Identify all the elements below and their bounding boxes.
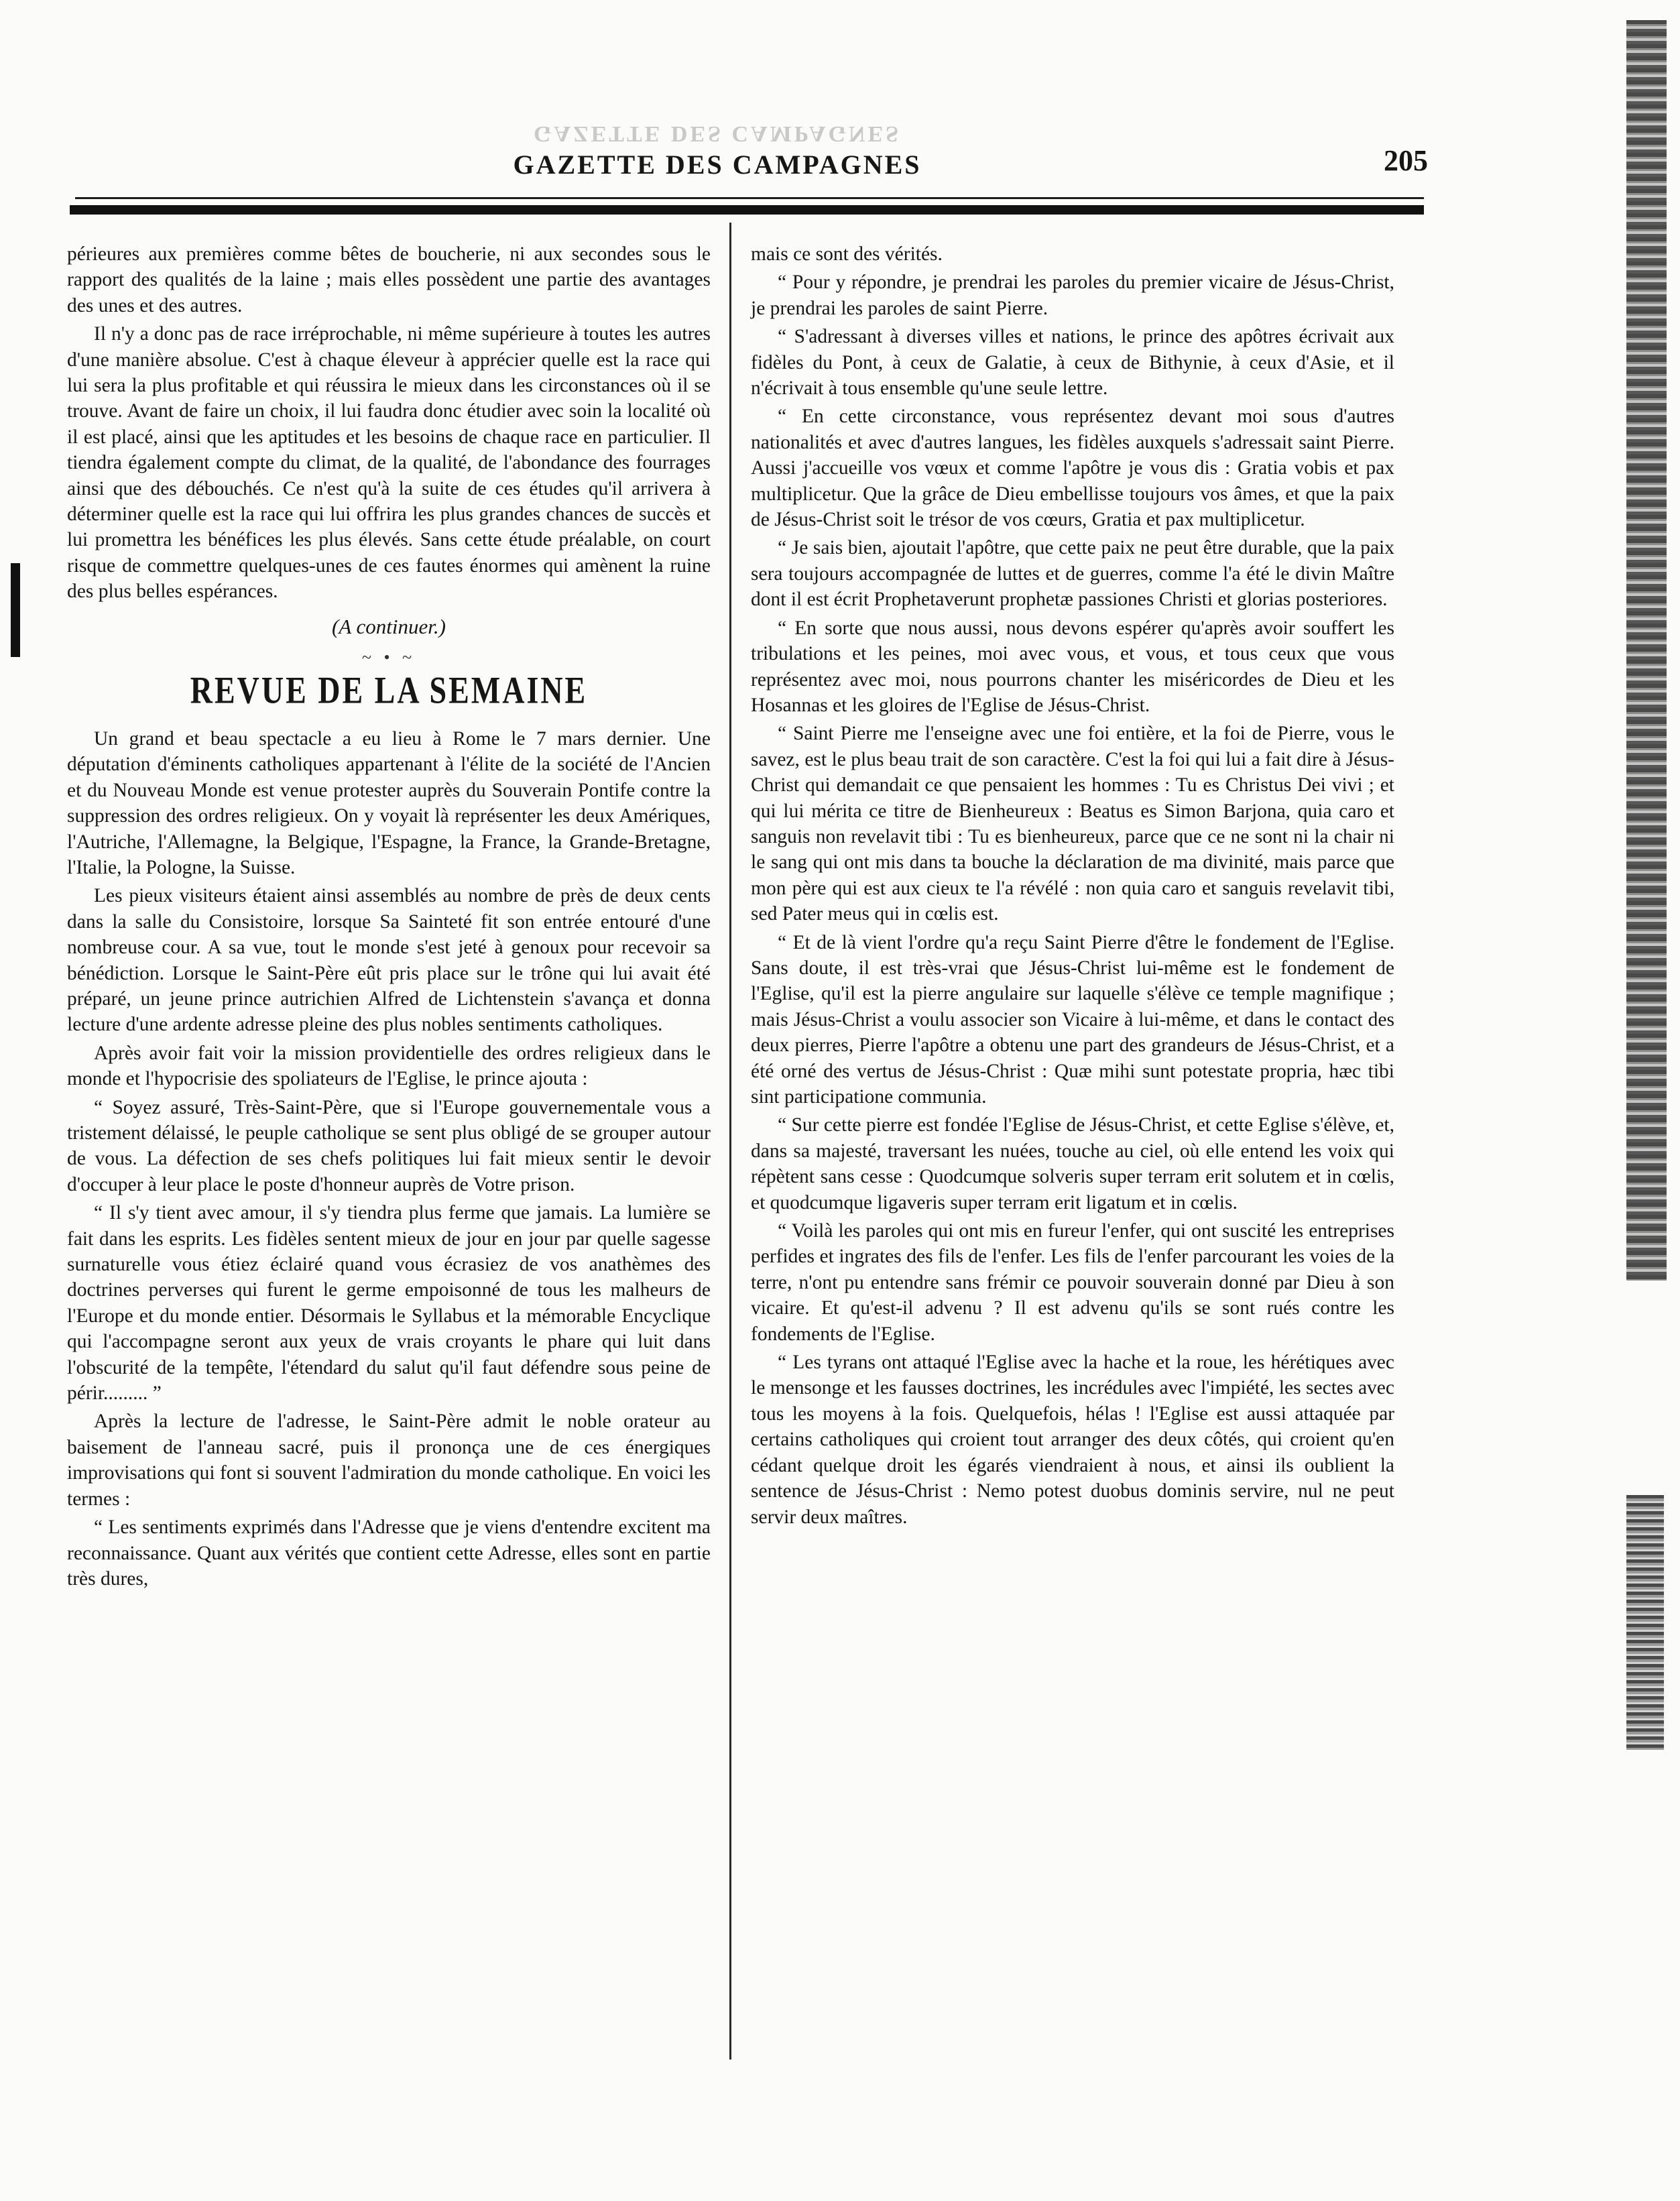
page-number: 205 [1384,144,1428,177]
paragraph: Un grand et beau spectacle a eu lieu à Rome le 7 mars dernier. Une députation d'éminents catholiques appartenant à l'élite de la société de l'Ancien et du Nouveau Monde est venue protester auprès du Souverain Pontife contre la suppression des ordres religieux. On y voyait là représenter les deux Amériques, l'Autriche, l'Allemagne, la Belgique, l'Espagne, la France, la Grande-Bretagne, l'Italie, la Pologne, la Suisse. [67,727,711,878]
paragraph: “ Je sais bien, ajoutait l'apôtre, que cette paix ne peut être durable, que la paix sera toujours accompagnée de luttes et de guerres, comme l'a été le divin Maître dont il est écrit Prophetaverunt prophetæ passiones Christi et glorias posteriores. [751,537,1394,611]
paragraph: mais ce sont des vérités. [751,243,943,265]
section-title: REVUE DE LA SEMAINE [190,668,588,711]
header-rule-thin [75,197,1424,199]
scan-edge-artifact-lower [1626,1495,1664,1750]
separator-ornament: ~ • ~ [361,648,416,668]
right-column [751,241,1394,1533]
paragraph: “ Il s'y tient avec amour, il s'y tiendra plus ferme que jamais. La lumière se fait dans les esprits. Les fidèles sentent mieux de jour en jour par quelle sagesse surnaturelle vous étiez éclairé quand vous écrasiez de vos anathèmes des doctrines perverses qui furent le germe empoisonné de tous les malheurs de l'Europe et du monde entier. Désormais le Syllabus et la mémorable Encyclique qui l'accompagne seront aux yeux de vrais croyants le phare qui luit dans l'obscurité de la tempête, l'étendard du salut qu'il faut défendre sous peine de périr......... ” [67,1202,711,1405]
paragraph: “ Soyez assuré, Très-Saint-Père, que si l'Europe gouvernementale vous a tristement délaissé, le peuple catholique se sent plus obligé de se grouper autour de vous. La défection de ses chefs politiques lui fait mieux sentir le devoir d'occuper à leur place le poste d'honneur auprès de Votre prison. [67,1096,711,1195]
paragraph: “ Et de là vient l'ordre qu'a reçu Saint Pierre d'être le fondement de l'Eglise. Sans doute, il est très-vrai que Jésus-Christ lui-même est le fondement de l'Eglise, qu'il est la pierre angulaire sur laquelle s'élève ce temple magnifique ; mais Jésus-Christ a voulu associer son Vicaire à lui-même, et dans le contact des deux pierres, Pierre l'apôtre a obtenu une part des grandeurs de Jésus-Christ, et a été orné des vertus de Jésus-Christ : Quæ mihi sunt potestate propria, hæc tibi sint participatione communia. [751,931,1394,1108]
paragraph: “ Les tyrans ont attaqué l'Eglise avec la hache et la roue, les hérétiques avec le mensonge et les fausses doctrines, les incrédules avec l'impiété, les sectes avec tous les moyens à la fois. Quelquefois, hélas ! l'Eglise est aussi attaquée par certains catholiques qui croient tout arranger des deux côtés, qui croient qu'en cédant quelque droit les égarés viendraient à nous, et ainsi ils oublient la sentence de Jésus-Christ : Nemo potest duobus dominis servire, nul ne peut servir deux maîtres. [751,1352,1394,1528]
paragraph: “ Pour y répondre, je prendrai les paroles du premier vicaire de Jésus-Christ, je prendrai les paroles de saint Pierre. [751,272,1394,319]
scan-margin-mark [11,563,20,657]
paragraph: Les pieux visiteurs étaient ainsi assemblés au nombre de près de deux cents dans la salle du Consistoire, lorsque Sa Sainteté fit son entrée entouré d'une nombreuse cour. A sa vue, tout le monde s'est jeté à genoux pour recevoir sa bénédiction. Lorsque le Saint-Père eût pris place sur le trône qui lui avait été préparé, un jeune prince autrichien Alfred de Lichtenstein s'avança et donna lecture d'une ardente adresse pleine des plus nobles sentiments catholiques. [67,885,711,1036]
paragraph: “ Voilà les paroles qui ont mis en fureur l'enfer, qui ont suscité les entreprises perfides et ingrates des fils de l'enfer. Les fils de l'enfer parcourant les voies de la terre, n'ont pu entendre sans frémir ce pouvoir souverain donné par Dieu à son vicaire. Et qu'est-il advenu ? Il est advenu qu'ils se sont rués contre les fondements de l'Eglise. [751,1220,1394,1345]
masthead-title: GAZETTE DES CAMPAGNES [513,150,922,180]
paragraph: “ Sur cette pierre est fondée l'Eglise de Jésus-Christ, et cette Eglise s'élève, et, dans sa majesté, traversant les nuées, touche au ciel, où elle entend les voix qui répètent sans cesse : Quodcumque solveris super terram erit solutem et in cœlis, et quodcumque ligaveris super terram erit ligatum et in cœlis. [751,1114,1394,1213]
paragraph: Il n'y a donc pas de race irréprochable, ni même supérieure à toutes les autres d'une manière absolue. C'est à chaque éleveur à apprécier quelle est la race qui lui sera la plus profitable et qui réussira le mieux dans les circonstances où il se trouve. Avant de faire un choix, il lui faudra donc étudier avec soin la localité où il est placé, ainsi que les aptitudes et les besoins de chaque race en particulier. Il tiendra également compte du climat, de la qualité, de l'abondance des fourrages ainsi que des débouchés. Ce n'est qu'à la suite de ces études qu'il arrivera à déterminer quelle est la race qui lui offrira les plus grandes chances de succès et lui promettra les bénéfices les plus élevés. Sans cette étude préalable, on court risque de commettre quelques-unes de ces fautes énormes qui amènent la ruine des plus belles espérances. [67,323,711,603]
paragraph: “ Les sentiments exprimés dans l'Adresse que je viens d'entendre excitent ma reconnaissance. Quant aux vérités que contient cette Adresse, elles sont en partie très dures, [67,1516,711,1590]
left-column [67,241,711,1594]
to-be-continued: (A continuer.) [332,614,446,638]
masthead-bleed-through: GAZETTE DES CAMPAGNES [533,121,902,146]
paragraph: périeures aux premières comme bêtes de boucherie, ni aux secondes sous le rapport des qualités de la laine ; mais elles possèdent une partie des avantages des unes et des autres. [67,243,711,316]
scan-edge-artifact [1626,20,1667,1281]
paragraph: “ S'adressant à diverses villes et nations, le prince des apôtres écrivait aux fidèles du Pont, à ceux de Galatie, à ceux de Bithynie, à ceux d'Asie, et il n'écrivait à tous ensemble qu'une seule lettre. [751,326,1394,400]
paragraph: “ En cette circonstance, vous représentez devant moi sous d'autres nationalités et avec d'autres langues, les fidèles auxquels s'adressait saint Pierre. Aussi j'accueille vos vœux et comme l'apôtre je vous dis : Gratia vobis et pax multiplicetur. Que la grâce de Dieu embellisse toujours vos âmes, et que la paix de Jésus-Christ soit le trésor de vos cœurs, Gratia et pax multiplicetur. [751,406,1394,531]
paragraph: “ Saint Pierre me l'enseigne avec une foi entière, et la foi de Pierre, vous le savez, est le plus beau trait de son caractère. C'est la foi qui lui a fait dire à Jésus-Christ qui demandait ce que pensaient les hommes : Tu es Christus Dei vivi ; et qui lui mérita ce titre de Bienheureux : Beatus es Simon Barjona, quia caro et sanguis non revelavit tibi : Tu es bienheureux, parce que ce ne sont ni la chair ni le sang qui ont mis dans ta bouche la déclaration de ma divinité, mais parce que mon père qui est aux cieux te l'a révélé : non quia caro et sanguis revelavit tibi, sed Pater meus qui in cœlis est. [751,723,1394,925]
paragraph: Après la lecture de l'adresse, le Saint-Père admit le noble orateur au baisement de l'anneau sacré, puis il prononça une de ces énergiques improvisations qui font si souvent l'admiration du monde catholique. En voici les termes : [67,1411,711,1510]
paragraph: “ En sorte que nous aussi, nous devons espérer qu'après avoir souffert les tribulations et les peines, moi avec vous, et vous, et tous ceux que vous représentez avec moi, nous pourrons chanter les miséricordes de Dieu et les Hosannas et les gloires de l'Eglise de Jésus-Christ. [751,617,1394,716]
column-divider [729,223,731,2060]
paragraph: Après avoir fait voir la mission providentielle des ordres religieux dans le monde et l'hypocrisie des spoliateurs de l'Eglise, le prince ajouta : [67,1042,711,1090]
header-rule-thick [70,205,1424,215]
